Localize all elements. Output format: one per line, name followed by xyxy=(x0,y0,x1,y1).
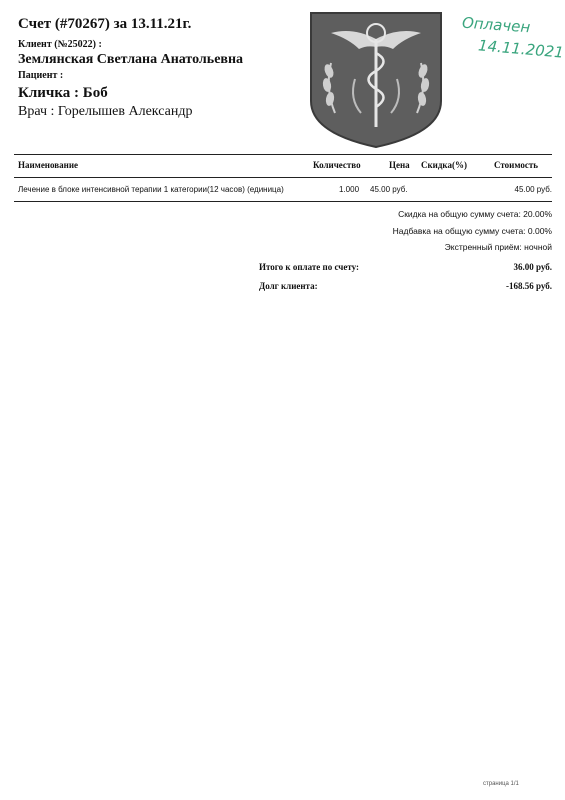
invoice-title: Счет (#70267) за 13.11.21г. xyxy=(18,16,192,32)
pet-name: Кличка : Боб xyxy=(18,85,108,101)
row-item-qty: 1.000 xyxy=(339,185,360,194)
col-header-discount: Скидка(%) xyxy=(421,160,467,170)
total-value: 36.00 руб. xyxy=(513,262,552,272)
emergency-line: Экстренный приём: ночной xyxy=(444,242,552,252)
patient-label: Пациент : xyxy=(18,70,64,81)
page-number: страница 1/1 xyxy=(483,781,519,787)
discount-line: Скидка на общую сумму счета: 20.00% xyxy=(398,209,552,219)
doctor-name: Врач : Горелышев Александр xyxy=(18,104,193,119)
handwritten-paid-note: Оплачен xyxy=(461,13,531,37)
debt-value: -168.56 руб. xyxy=(505,281,552,291)
row-item-cost: 45.00 руб. xyxy=(514,185,552,194)
col-header-qty: Количество xyxy=(313,160,361,170)
col-header-cost: Стоимость xyxy=(494,160,539,170)
col-header-price: Цена xyxy=(389,160,410,170)
client-name: Землянская Светлана Анатольевна xyxy=(18,52,244,67)
clinic-logo-icon xyxy=(305,9,447,149)
surcharge-line: Надбавка на общую сумму счета: 0.00% xyxy=(392,226,552,236)
table-header-rule xyxy=(14,177,552,178)
col-header-name: Наименование xyxy=(18,160,78,170)
debt-label: Долг клиента: xyxy=(259,281,318,291)
total-label: Итого к оплате по счету: xyxy=(259,262,360,272)
row-item-price: 45.00 руб. xyxy=(370,185,408,194)
handwritten-paid-date: 14.11.2021 xyxy=(477,36,565,62)
table-bottom-rule xyxy=(14,201,552,202)
client-label: Клиент (№25022) : xyxy=(18,39,102,50)
table-top-rule xyxy=(14,154,552,155)
row-item-name: Лечение в блоке интенсивной терапии 1 категории(12 часов) (единица) xyxy=(18,185,284,194)
